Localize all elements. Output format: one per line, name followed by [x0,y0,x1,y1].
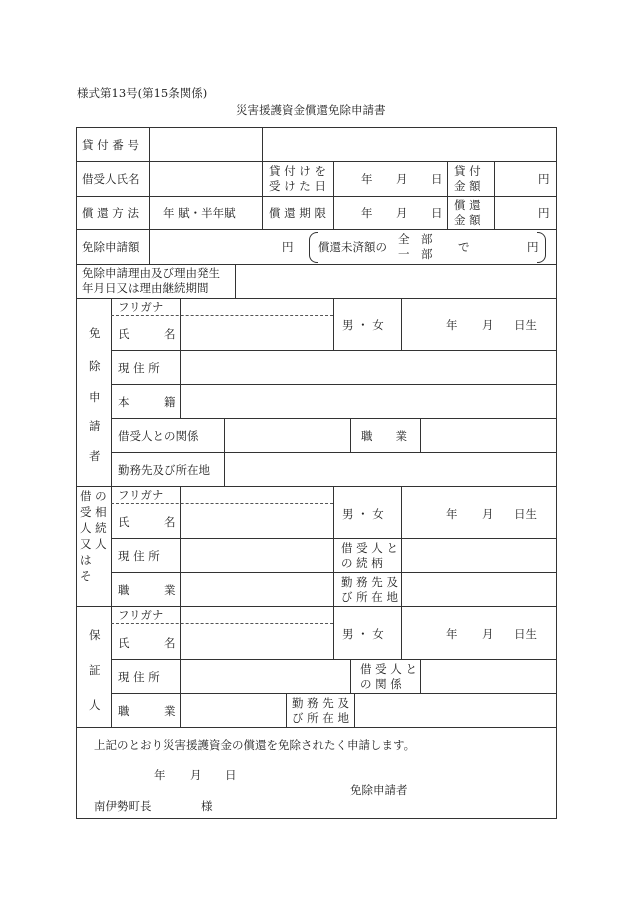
guarantor-sex: 男 ・ 女 [342,627,384,641]
heir-section-char: は [80,553,92,567]
heir-workplace-label-2: び 所 在 地 [341,590,398,604]
guarantor-name-label: 氏 名 [118,636,176,650]
repay-amount-label-1: 償 還 [454,198,481,212]
guarantor-workplace-label-2: び 所 在 地 [292,711,349,725]
applicant-birth-year: 年 [446,318,458,332]
guarantor-birth-day: 日生 [514,627,537,641]
unpaid-ichi: 一 部 [398,247,433,261]
loan-date-month: 月 [396,172,408,186]
applicant-domicile-label: 本 籍 [118,395,176,409]
guarantor-occupation-label: 職 業 [118,704,176,718]
applicant-furigana-label: フリガナ [118,300,164,314]
repay-amount-yen: 円 [538,206,550,220]
heir-sex: 男 ・ 女 [342,507,384,521]
applicant-sex: 男 ・ 女 [342,318,384,332]
heir-section-char: そ [80,569,92,583]
heir-section-char: 借 の [80,489,107,503]
heir-section-char: 人 続 [80,521,107,535]
form-title: 災害援護資金償還免除申請書 [236,103,386,117]
heir-furigana-label: フリガナ [118,488,164,502]
applicant-section-char: 申 [89,390,101,404]
heir-section-char: 受 相 [80,505,107,519]
guarantor-section-char: 保 [89,628,101,642]
applicant-name-label: 氏 名 [118,327,176,341]
repay-period-year: 年 [361,206,373,220]
unpaid-yen: 円 [527,240,539,254]
applicant-section-char: 免 [89,326,101,340]
repay-method-value: 年 賦・半年賦 [163,206,236,220]
applicant-birth-month: 月 [482,318,494,332]
heir-workplace-label-1: 勤 務 先 及 [341,575,398,589]
loan-date-label-1: 貸 付 け を [269,164,326,178]
loan-number-label: 貸 付 番 号 [82,138,139,152]
footer-sama: 様 [201,799,213,813]
guarantor-address-label: 現 住 所 [118,670,160,684]
guarantor-birth-year: 年 [446,627,458,641]
applicant-section-char: 請 [89,419,101,433]
guarantor-relation-label-1: 借 受 人 と [360,662,417,676]
heir-occupation-label: 職 業 [118,583,176,597]
applicant-section-char: 者 [89,449,101,463]
footer-addressee: 南伊勢町長 [94,799,152,813]
heir-birth-month: 月 [482,507,494,521]
heir-section-char: 又 人 [80,537,107,551]
repay-period-day: 日 [431,206,443,220]
heir-relation-label-2: の 続 柄 [341,556,383,570]
loan-date-day: 日 [431,172,443,186]
guarantor-section-char: 人 [89,698,101,712]
heir-birth-day: 日生 [514,507,537,521]
loan-amount-yen: 円 [538,172,550,186]
footer-date-day: 日 [225,768,237,782]
repay-period-month: 月 [396,206,408,220]
applicant-address-label: 現 住 所 [118,361,160,375]
reason-label-2: 年月日又は理由継続期間 [82,281,209,295]
statement: 上記のとおり災害援護資金の償還を免除されたく申請します。 [94,738,416,752]
exempt-amount-label: 免除申請額 [82,240,140,254]
footer-date-month: 月 [190,768,202,782]
borrower-name-label: 借受人氏名 [82,172,140,186]
loan-amount-label-2: 金 額 [454,179,481,193]
guarantor-relation-label-2: の 関 係 [360,677,402,691]
applicant-workplace-label: 勤務先及び所在地 [118,463,210,477]
guarantor-section-char: 証 [89,663,101,677]
reason-label-1: 免除申請理由及び理由発生 [82,266,220,280]
applicant-section-char: 除 [89,359,101,373]
unpaid-zen: 全 部 [398,232,433,246]
repay-period-label: 償 還 期 限 [269,206,326,220]
heir-address-label: 現 住 所 [118,549,160,563]
loan-amount-label-1: 貸 付 [454,164,481,178]
guarantor-furigana-label: フリガナ [118,608,164,622]
repay-method-label: 償 還 方 法 [82,206,139,220]
applicant-relation-label: 借受人との関係 [118,429,199,443]
unpaid-de: で [458,240,470,254]
repay-amount-label-2: 金 額 [454,213,481,227]
guarantor-workplace-label-1: 勤 務 先 及 [292,696,349,710]
footer-date-year: 年 [154,768,166,782]
loan-date-year: 年 [361,172,373,186]
guarantor-birth-month: 月 [482,627,494,641]
unpaid-label: 償還未済額の [318,240,387,254]
applicant-birth-day: 日生 [514,318,537,332]
heir-relation-label-1: 借 受 人 と [341,541,398,555]
heir-birth-year: 年 [446,507,458,521]
form-number: 様式第13号(第15条関係) [77,86,208,100]
footer-applicant: 免除申請者 [350,783,408,797]
exempt-amount-yen: 円 [282,240,294,254]
heir-name-label: 氏 名 [118,515,176,529]
applicant-occupation-label: 職 業 [361,429,407,443]
loan-date-label-2: 受 け た 日 [269,179,326,193]
